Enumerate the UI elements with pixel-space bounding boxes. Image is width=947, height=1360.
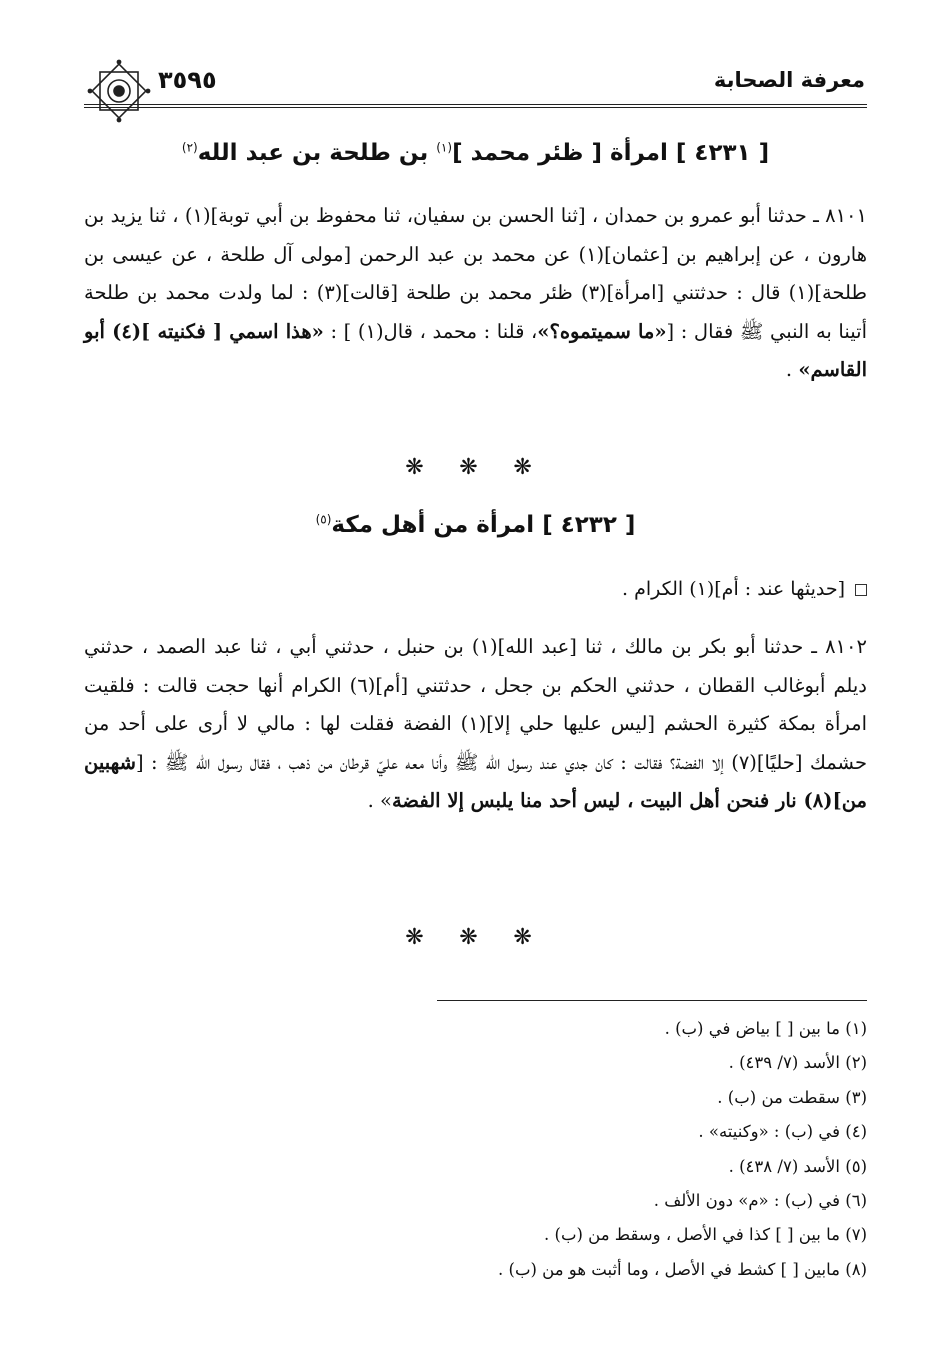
- hadith-8101: [84, 197, 867, 390]
- hadith-8102: [84, 628, 867, 821]
- square-bullet-icon: [855, 584, 867, 596]
- heading-main-text: [ ٤٢٣٢ ] امرأة من أهل مكة: [331, 512, 636, 538]
- heading-footnote-ref: (٥): [315, 512, 332, 527]
- ornament-icon: [86, 58, 152, 124]
- footnote-item: (٢) الأسد (٧/ ٤٣٩) .: [728, 1053, 867, 1073]
- note-text: [حديثها عند : أم](١) الكرام .: [622, 578, 845, 600]
- page-number: ٣٥٩٥: [158, 66, 217, 94]
- hadith-quote: شهبين من](٨) نار فنحن أهل البيت ، ليس أحد منا يلبس إلا الفضة: [84, 750, 867, 812]
- hadith-quote: «هذا اسمي [ فكنيته ](٤) أبو القاسم»: [84, 319, 867, 381]
- footnote-rule: [437, 1000, 867, 1001]
- header-rule: [84, 104, 867, 108]
- hadith-text: ٨١٠٢ ـ حدثنا أبو بكر بن مالك ، ثنا [عبد الله](١) بن حنبل ، حدثني أبي ، ثنا عبد الصمد ، حدثني ديلم أبوغالب القطان ، حدثني الحكم بن جحل ، حدثتني [أم](٦) الكرام أنها حجت قالت : فلقيت امرأة بمكة كثيرة الحشم [ليس عليها حلي إلا](١) الفضة فقلت لها : مالي لا أرى على أحد من حشمك [حليًا](٧) إلا الفضة؟ فقالت : كان جدي عند رسول الله ﷺ وأنا معه عليّ قرطان من ذهب ، فقال رسول الله ﷺ : [: [84, 635, 868, 774]
- footnote-item: (٦) في (ب) : «م» دون الألف .: [653, 1191, 867, 1211]
- entry-4231-heading: [84, 140, 867, 166]
- hadith-quote: «ما سميتموه؟»: [537, 319, 667, 343]
- heading-rest-text: بن طلحة بن عبد الله: [197, 140, 437, 166]
- footnote-item: (٣) سقطت من (ب) .: [717, 1087, 867, 1107]
- running-header-title: معرفة الصحابة: [713, 68, 865, 92]
- footnote-item: (٧) ما بين [ ] كذا في الأصل ، وسقط من (ب) .: [544, 1225, 867, 1245]
- entry-4232-heading: [84, 512, 867, 538]
- heading-footnote-ref: (١): [436, 140, 453, 155]
- hadith-text: .: [785, 358, 799, 381]
- section-separator: ❋ ❋ ❋: [405, 925, 546, 950]
- footnote-item: (٤) في (ب) : «وكنيته» .: [698, 1122, 867, 1142]
- footnote-item: (٨) مابين [ ] كشط في الأصل ، وما أثبت هو من (ب) .: [498, 1259, 867, 1279]
- heading-footnote-ref: (٢): [181, 140, 198, 155]
- footnote-item: (١) ما بين [ ] بياض في (ب) .: [664, 1019, 867, 1038]
- hadith-source-note: [84, 578, 867, 600]
- section-separator: ❋ ❋ ❋: [405, 455, 546, 480]
- hadith-text: » .: [367, 789, 392, 812]
- hadith-text: ، قلنا : محمد ، قال(١) ] :: [323, 319, 538, 343]
- hadith-text: ٨١٠١ ـ حدثنا أبو عمرو بن حمدان ، [ثنا الحسن بن سفيان، ثنا محفوظ بن أبي توبة](١) ، ثنا يزيد بن هارون ، عن إبراهيم بن [عثمان](١) عن محمد بن عبد الرحمن [مولى آل طلحة ، عن عيسى بن طلحة](١) قال : حدثتني [امرأة](٣) ظئر محمد بن طلحة [قالت](٣) : لما ولدت محمد بن طلحة أتينا به النبي ﷺ فقال : [: [84, 204, 868, 343]
- heading-main-text: [ ٤٢٣١ ] امرأة [ ظئر محمد ]: [452, 140, 770, 166]
- footnote-item: (٥) الأسد (٧/ ٤٣٨) .: [728, 1156, 867, 1176]
- footnotes-list: [84, 1012, 867, 1287]
